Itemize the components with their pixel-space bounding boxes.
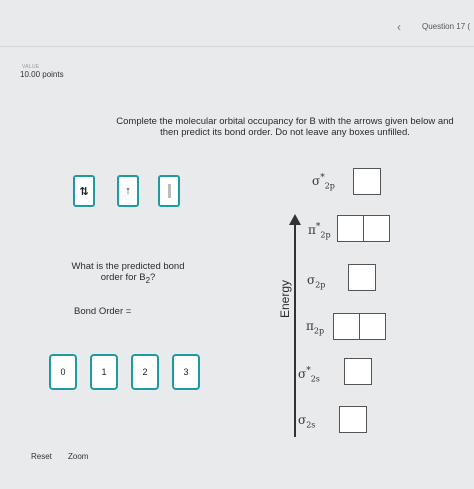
- question-subscript: 2: [145, 275, 150, 285]
- bond-order-question: [60, 261, 196, 286]
- empty-tile[interactable]: [158, 175, 180, 207]
- instruction-line-2: then predict its bond order. Do not leave any boxes unfilled.: [160, 127, 410, 138]
- question-line-2: order for $B_2$?: [100, 272, 156, 285]
- question-number-label: Question 17 (: [422, 22, 471, 31]
- instruction-text: [85, 116, 474, 138]
- paired-arrows-tile[interactable]: [73, 175, 95, 207]
- orbital-box-pi-2p[interactable]: [333, 313, 386, 340]
- orbital-label-sigma-2p: $\sigma_{2p}$: [307, 273, 326, 290]
- orbital-slot[interactable]: [349, 265, 375, 290]
- orbital-slot[interactable]: [340, 407, 366, 432]
- bond-order-label: Bond Order =: [74, 306, 132, 317]
- orbital-slot[interactable]: [334, 314, 360, 339]
- points-value: 10.00 points: [20, 70, 64, 79]
- previous-question-chevron-icon[interactable]: ‹: [397, 20, 401, 34]
- value-label: VALUE: [22, 64, 40, 70]
- orbital-label-sigma-star-2s: $\sigma^*_{2s}$: [298, 366, 320, 384]
- single-arrow-tile[interactable]: [117, 175, 139, 207]
- energy-axis-label: Energy: [278, 279, 292, 319]
- orbital-box-sigma-star-2p[interactable]: [353, 168, 381, 195]
- orbital-box-sigma-star-2s[interactable]: [344, 358, 372, 385]
- orbital-slot[interactable]: [345, 359, 371, 384]
- orbital-slot[interactable]: [364, 216, 389, 241]
- orbital-slot[interactable]: [338, 216, 364, 241]
- empty-tile-icon: [168, 184, 171, 198]
- orbital-label-pi-2p: $\pi_{2p}$: [306, 319, 325, 336]
- header-divider: [0, 46, 474, 47]
- bond-order-option-1[interactable]: 1: [90, 354, 118, 390]
- zoom-button[interactable]: Zoom: [68, 452, 89, 461]
- orbital-box-sigma-2s[interactable]: [339, 406, 367, 433]
- up-arrow-icon: ↑: [125, 185, 131, 197]
- orbital-slot[interactable]: [360, 314, 385, 339]
- bond-order-option-0[interactable]: 0: [49, 354, 77, 390]
- orbital-box-pi-star-2p[interactable]: [337, 215, 390, 242]
- orbital-slot[interactable]: [354, 169, 380, 194]
- orbital-box-sigma-2p[interactable]: [348, 264, 376, 291]
- orbital-label-sigma-2s: $\sigma_{2s}$: [298, 413, 316, 430]
- energy-axis: [294, 224, 296, 437]
- reset-button[interactable]: Reset: [31, 452, 52, 461]
- paired-arrows-icon: ⇅: [79, 185, 89, 198]
- instruction-line-1: Complete the molecular orbital occupancy for B with the arrows given below and: [116, 116, 454, 127]
- orbital-label-pi-star-2p: $\pi^*_{2p}$: [308, 222, 331, 240]
- question-line-1: What is the predicted bond: [71, 261, 185, 272]
- orbital-label-sigma-star-2p: $\sigma^*_{2p}$: [312, 173, 335, 191]
- bond-order-option-3[interactable]: 3: [172, 354, 200, 390]
- bond-order-option-2[interactable]: 2: [131, 354, 159, 390]
